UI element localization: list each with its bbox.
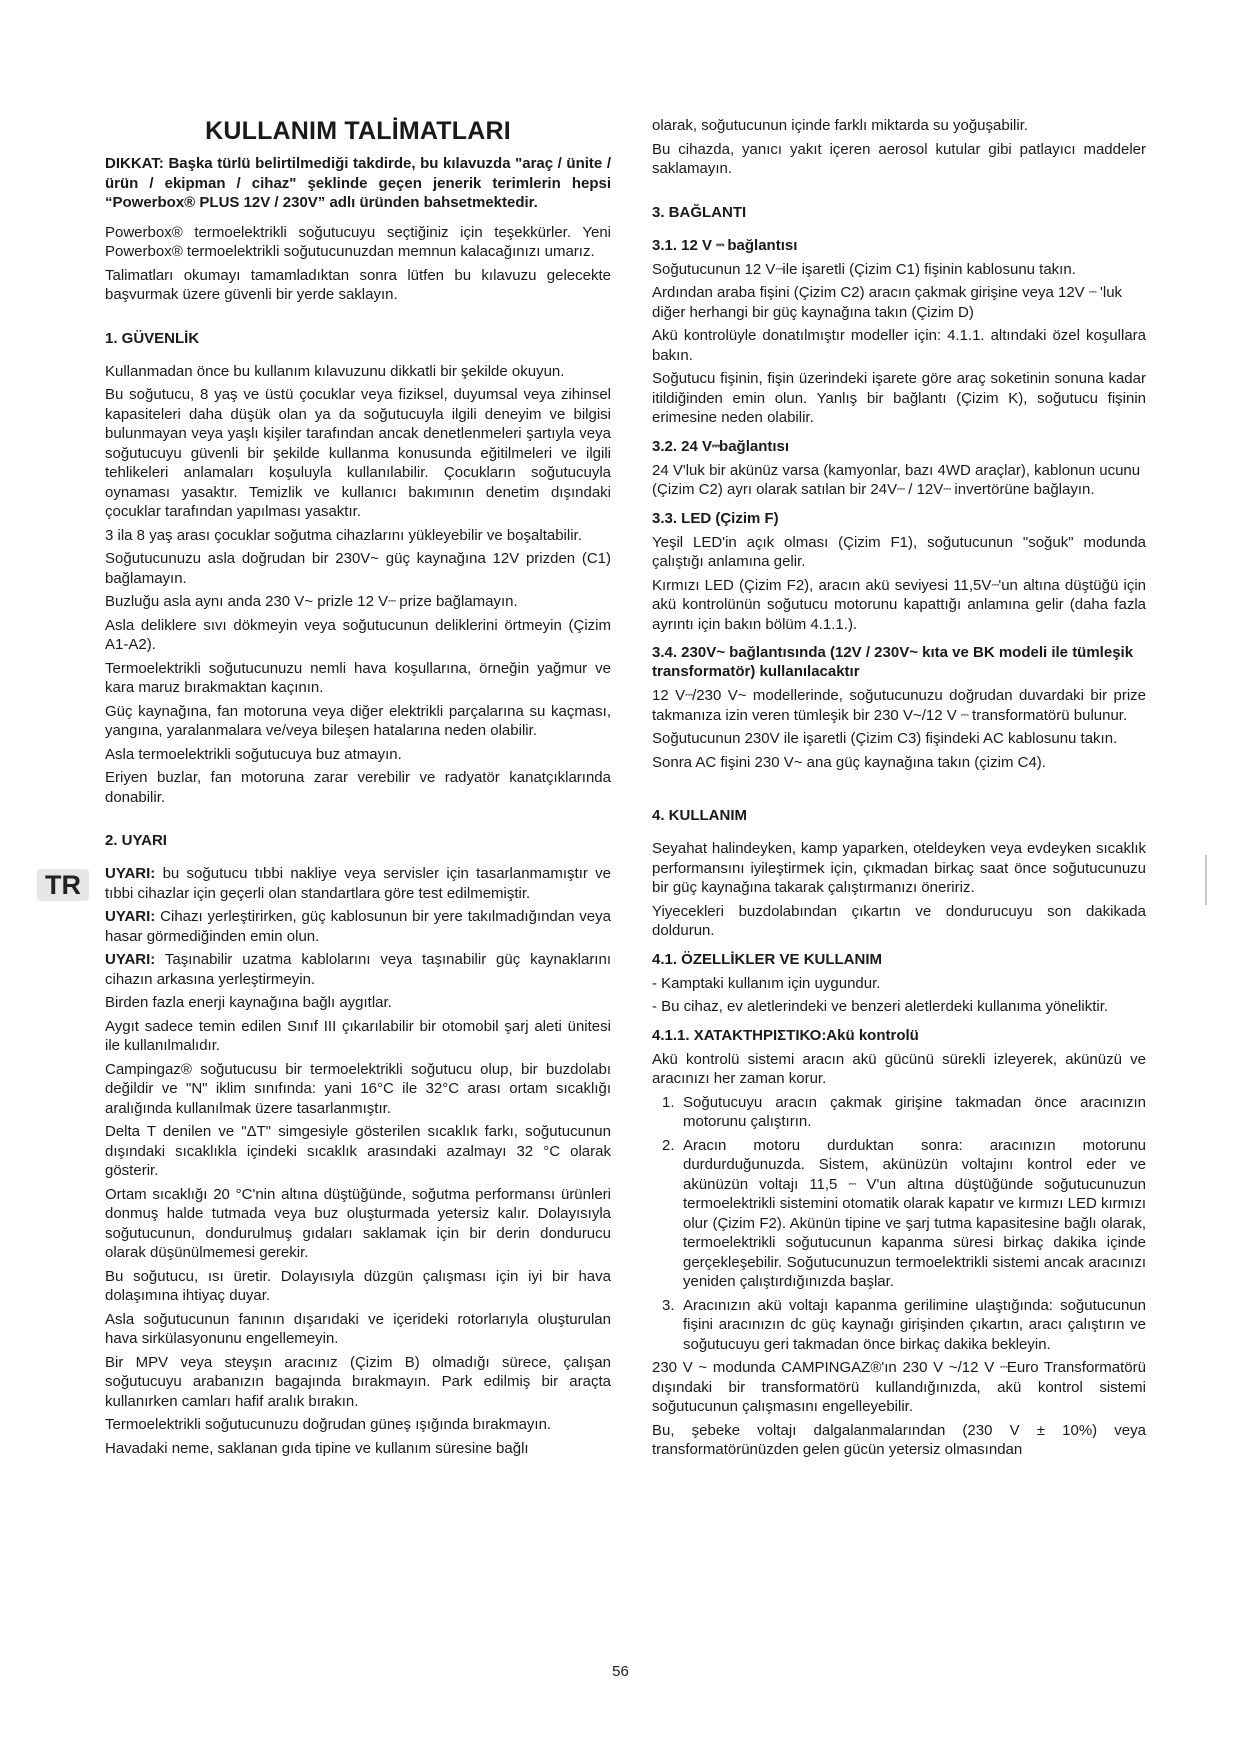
safety-paragraph: 3 ila 8 yaş arası çocuklar soğutma cihazlarını yükleyebilir ve boşaltabilir. bbox=[105, 526, 582, 544]
dc-symbol-icon: ⎓ bbox=[716, 239, 724, 251]
right-column bbox=[652, 116, 1146, 1464]
text-fragment: 3.1. 12 V bbox=[652, 236, 713, 254]
list-item bbox=[662, 1093, 1146, 1136]
text-fragment: 'luk diğer herhangi bir güç kaynağına takın (Çizim D) bbox=[652, 284, 1123, 321]
page-number: 56 bbox=[612, 1663, 629, 1680]
safety-paragraph: Termoelektrikli soğutucunuzu nemli hava koşullarına, örneğin yağmur ve kara maruz bırakmaktan kaçının. bbox=[105, 659, 611, 696]
list-item bbox=[662, 1296, 1146, 1359]
connection-paragraph: Soğutucu fişinin, fişin üzerindeki işarete göre araç soketinin sonuna kadar itildiğinden emin olun. Yanlış bir bağlantı (Çizim K), soğutucu fişinin erimesine neden olabilir. bbox=[652, 370, 1146, 426]
text-fragment: bağlantısı bbox=[723, 236, 798, 254]
text-fragment: bu soğutucu tıbbi nakliye veya servisler için tasarlanmamıştır ve tıbbi cihazlar için geçerli olan standartlara göre test edilmemiştir. bbox=[105, 865, 611, 902]
text-fragment: Kırmızı LED (Çizim F2), aracın akü seviyesi 11,5V bbox=[652, 576, 992, 594]
text-fragment: Buzluğu asla aynı anda 230 V~ prizle 12 V bbox=[105, 593, 389, 610]
warning-paragraph: Asla soğutucunun fanının dışarıdaki ve içerideki rotorlarıyla oluşturulan hava sirkülasyonunu engellemeyin. bbox=[105, 1310, 611, 1347]
connection-paragraph: Akü kontrolüyle donatılmıştır modeller için: 4.1.1. altındaki özel koşullara bakın. bbox=[652, 327, 1146, 364]
list-text bbox=[683, 1136, 1146, 1292]
section-heading-warning: 2. UYARI bbox=[105, 832, 167, 849]
text-fragment: ile işaretli (Çizim C1) fişinin kablosunu takın. bbox=[782, 260, 1076, 278]
page-edge-marker bbox=[1205, 855, 1207, 905]
text-fragment: Taşınabilir uzatma kablolarını veya taşınabilir güç kaynaklarını cihazın arkasına yerleştirmeyin. bbox=[105, 951, 611, 988]
warning-paragraph bbox=[105, 864, 611, 903]
transformer-paragraph bbox=[652, 686, 1146, 725]
text-fragment: 24 V'luk bir akünüz varsa (kamyonlar, bazı 4WD araçlar), kablonun ucunu (Çizim C2) ayrı olarak satılan bir 24V bbox=[652, 461, 1141, 498]
transformer-paragraph: Sonra AC fişini 230 V~ ana güç kaynağına takın (çizim C4). bbox=[652, 753, 1046, 771]
text-fragment: transformatörü bulunur. bbox=[967, 706, 1128, 724]
list-item: - Bu cihaz, ev aletlerindeki ve benzeri aletlerdeki kullanıma yöneliktir. bbox=[652, 998, 1109, 1015]
list-text: Soğutucuyu aracın çakmak girişine takmadan önce aracınızın motorunu çalıştırın. bbox=[683, 1093, 1146, 1130]
list-text: Aracınızın akü voltajı kapanma gerilimine ulaştığında: soğutucunun fişini aracınızın dc güç kaynağı girişinden çıkartın, aracı çalıştırın ve soğutucuyu geri takmadan önce birkaç dakika bekleyin. bbox=[683, 1296, 1146, 1353]
page-title: KULLANIM TALİMATLARI bbox=[205, 117, 511, 145]
dc-symbol-icon: ⎓ bbox=[960, 709, 968, 721]
text-fragment: invertörüne bağlayın. bbox=[950, 481, 1095, 498]
safety-paragraph bbox=[105, 592, 611, 612]
text-fragment: bağlantısı bbox=[719, 437, 790, 455]
list-item bbox=[662, 1136, 1146, 1296]
text-fragment: V'un altına düştüğünde soğutucunuzun termoelektrikli sistemini otomatik olarak kapatır ve kırmızı LED kırmızı olur (Çizim F2). Akünün tipine ve şarj tutma kapasitesine bağlı olarak, termoelektrikli soğutucunun kapanma süresi birkaç dakika içinde gerçekleşebilir. Soğutucunuzun termoelektrikli sistemi ancak aracınızı yeniden çalıştırdığınızda başlar. bbox=[683, 1175, 1146, 1290]
dc-symbol-icon: ⎓ bbox=[991, 579, 999, 591]
text-fragment: Aracın motoru durduktan sonra: aracınızın motorunu durdurduğunuzda. Sistem, akünüzün voltajını kontrol eder ve akünüzün voltajı 11,5 bbox=[683, 1136, 1146, 1193]
list-number: 3. bbox=[662, 1296, 675, 1314]
section-heading-usage: 4. KULLANIM bbox=[652, 807, 747, 824]
led-paragraph bbox=[652, 576, 1146, 635]
warning-label: UYARI: bbox=[105, 865, 156, 882]
safety-paragraph: Soğutucunuzu asla doğrudan bir 230V~ güç kaynağına 12V prizden (C1) bağlamayın. bbox=[105, 550, 611, 587]
text-fragment: /230 V~ modellerinde, soğutucunuzu doğrudan duvardaki bir prize takmanıza izin veren tümleşik bir 230 V~/12 V bbox=[652, 687, 1147, 724]
battery-paragraph: Akü kontrolü sistemi aracın akü gücünü sürekli izleyerek, akünüzü ve aracınızı her zaman korur. bbox=[652, 1050, 1146, 1087]
list-number: 1. bbox=[662, 1093, 675, 1111]
warning-paragraph: Bir MPV veya steyşın aracınız (Çizim B) olmadığı sürece, çalışan soğutucuyu arabanızın bagajında bırakmayın. Park edilmiş bir araçta kullanırken camları hafif aralık bırakın. bbox=[105, 1353, 611, 1410]
safety-paragraph: Kullanmadan önce bu kullanım kılavuzunu dikkatli bir şekilde okuyun. bbox=[105, 362, 565, 380]
text-fragment: Euro Transformatörü dışındaki bir transformatörü kullandığınızda, akü kontrol sistemi soğutucunun çalışmasını engelleyebilir. bbox=[652, 1359, 1146, 1415]
subsection-heading-24v bbox=[652, 437, 1146, 456]
dc-symbol-icon: ⎓ bbox=[712, 440, 720, 452]
dc-symbol-icon: ⎓ bbox=[999, 1362, 1007, 1373]
list-number: 2. bbox=[662, 1136, 675, 1154]
dc-symbol-icon: ⎓ bbox=[848, 1178, 856, 1190]
list-item: - Kamptaki kullanım için uygundur. bbox=[652, 974, 881, 992]
safety-paragraph: Asla termoelektrikli soğutucuya buz atmayın. bbox=[105, 745, 402, 763]
warning-paragraph: Havadaki neme, saklanan gıda tipine ve kullanım süresine bağlı bbox=[105, 1439, 529, 1457]
warning-paragraph: Aygıt sadece temin edilen Sınıf III çıkarılabilir bir otomobil şarj aleti ünitesi ile kullanılmalıdır. bbox=[105, 1017, 611, 1054]
text-fragment: 3.2. 24 V bbox=[652, 437, 713, 455]
usage-paragraph: Yiyecekleri buzdolabından çıkartın ve dondurucuyu son dakikada doldurun. bbox=[652, 902, 1146, 939]
warning-paragraph: Termoelektrikli soğutucunuzu doğrudan güneş ışığında bırakmayın. bbox=[105, 1416, 552, 1433]
subsection-heading-battery-control: 4.1.1. ΧΑΤΑΚΤΗΡΙΣΤΙΚΟ:Akü kontrolü bbox=[652, 1026, 919, 1044]
connection-paragraph bbox=[652, 260, 1146, 280]
text-fragment: / 12V bbox=[904, 481, 944, 498]
warning-paragraph: Ortam sıcaklığı 20 °C'nin altına düştüğünde, soğutma performansı ürünleri donmuş halde tutmada veya buz oluşturmada yetersiz kalır. Dolayısıyla soğutucunun, dondurulmuş gıdaları saklamak için bir derin dondurucu olarak düşünülmemesi gerekir. bbox=[105, 1185, 611, 1261]
text-fragment: 'un altına düştüğü için akü kontrolünün soğutucu motorunu kapattığı anlamına gelir (daha fazla ayrıntı için bakın bölüm 4.1.1.). bbox=[652, 576, 1146, 633]
left-column bbox=[105, 116, 611, 1462]
text-fragment: Soğutucunun 12 V bbox=[652, 260, 776, 278]
safety-paragraph: Bu soğutucu, 8 yaş ve üstü çocuklar veya fiziksel, duyumsal veya zihinsel kapasiteleri daha düşük olan ya da soğutucuyla ilgili deneyim ve bilgisi bulunmayan veya yaşlı kişiler tarafından ancak denetlenmeleri şartıyla veya soğutucuyu güvenli bir şekilde kullanma konusunda eğitilmeleri ve ilgili tehlikeleri anlamaları koşuluyla kullanılabilir. Çocukların soğutucuyla oynaması yasaktır. Temizlik ve kullanıcı bakımının denetim dışındaki çocuklar tarafından yapılması yasaktır. bbox=[105, 386, 611, 520]
text-fragment: 230 V ~ modunda CAMPINGAZ®'ın 230 V ~/12 V bbox=[652, 1359, 995, 1376]
subsection-heading-230v: 3.4. 230V~ bağlantısında (12V / 230V~ kıta ve BK modeli ile tümleşik transformatör) kullanılacaktır bbox=[652, 644, 1134, 680]
warning-paragraph: Bu cihazda, yanıcı yakıt içeren aerosol kutular gibi patlayıcı maddeler saklamayın. bbox=[652, 140, 1146, 177]
text-fragment: Ardından araba fişini (Çizim C2) aracın çakmak girişine veya 12V bbox=[652, 284, 1085, 301]
safety-paragraph: Asla deliklere sıvı dökmeyin veya soğutucunun deliklerini örtmeyin (Çizim A1-A2). bbox=[105, 616, 611, 653]
warning-paragraph: Bu soğutucu, ısı üretir. Dolayısıyla düzgün çalışması için iyi bir hava dolaşımına ihtiyaç duyar. bbox=[105, 1267, 611, 1304]
warning-paragraph bbox=[105, 950, 611, 989]
section-heading-safety: 1. GÜVENLİK bbox=[105, 329, 200, 347]
dc-symbol-icon: ⎓ bbox=[1088, 287, 1096, 298]
battery-paragraph bbox=[652, 1358, 1146, 1417]
safety-paragraph: Eriyen buzlar, fan motoruna zarar verebilir ve radyatör kanatçıklarında donabilir. bbox=[105, 769, 611, 806]
dc-symbol-icon: ⎓ bbox=[897, 484, 905, 495]
safety-paragraph: Güç kaynağına, fan motoruna veya diğer elektrikli parçalarına su kaçması, yangına, yaralanmalara ve/veya bileşen hatalarına neden olabilir. bbox=[105, 702, 611, 739]
text-fragment: prize bağlamayın. bbox=[395, 593, 518, 610]
subsection-heading-12v bbox=[652, 236, 1146, 255]
transformer-paragraph: Soğutucunun 230V ile işaretli (Çizim C3) fişindeki AC kablosunu takın. bbox=[652, 730, 1118, 747]
warning-label: UYARI: bbox=[105, 908, 156, 925]
connection-paragraph bbox=[652, 283, 1146, 322]
warning-paragraph: Birden fazla enerji kaynağına bağlı aygıtlar. bbox=[105, 994, 392, 1011]
subsection-heading-led: 3.3. LED (Çizim F) bbox=[652, 509, 779, 527]
text-fragment: 12 V bbox=[652, 687, 686, 704]
connection-paragraph bbox=[652, 461, 1146, 500]
warning-paragraph: Delta T denilen ve "ΔT" simgesiyle gösterilen sıcaklık farkı, soğutucunun dışındaki sıcaklıkla içindeki sıcaklık arasındaki azalmayı 32 °C olarak gösterir. bbox=[105, 1123, 611, 1179]
dc-symbol-icon: ⎓ bbox=[388, 596, 396, 607]
intro-paragraph: Talimatları okumayı tamamladıktan sonra lütfen bu kılavuzu gelecekte başvurmak üzere güvenli bir yerde saklayın. bbox=[105, 266, 611, 303]
warning-paragraph: Campingaz® soğutucusu bir termoelektrikli soğutucu olup, bir buzdolabı değildir ve "N" iklim sınıfında: yani 16°C ile 32°C arası ortam sıcaklığı aralığında kullanılmak üzere tasarlanmıştır. bbox=[105, 1060, 611, 1117]
text-fragment: Cihazı yerleştirirken, güç kablosunun bir yere takılmadığından veya hasar görmediğinden emin olun. bbox=[105, 908, 611, 945]
dc-symbol-icon: ⎓ bbox=[775, 263, 783, 275]
usage-paragraph: Seyahat halindeyken, kamp yaparken, oteldeyken veya evdeyken sıcaklık performansını iyileştirmek için, çıkmadan birkaç saat önce soğutucunuzu bir güç kaynağına takarak çalıştırmanızı öneririz. bbox=[652, 840, 1146, 896]
dc-symbol-icon: ⎓ bbox=[943, 484, 951, 495]
intro-paragraph: Powerbox® termoelektrikli soğutucuyu seçtiğiniz için teşekkürler. Yeni Powerbox® termoelektrikli soğutucunuzdan memnun kalacağınızı umarız. bbox=[105, 223, 611, 260]
battery-paragraph: Bu, şebeke voltajı dalgalanmalarından (230 V ± 10%) veya transformatörünüzden gelen gücün yetersiz olmasından bbox=[652, 1421, 1146, 1458]
warning-paragraph-continued: olarak, soğutucunun içinde farklı miktarda su yoğuşabilir. bbox=[652, 117, 1029, 134]
warning-label: UYARI: bbox=[105, 951, 156, 968]
section-heading-connection: 3. BAĞLANTI bbox=[652, 203, 747, 221]
dc-symbol-icon: ⎓ bbox=[685, 690, 693, 701]
language-badge: TR bbox=[37, 869, 89, 901]
warning-paragraph bbox=[105, 907, 611, 946]
intro-notice: DIKKAT: Başka türlü belirtilmediği takdirde, bu kılavuzda "araç / ünite / ürün / ekipman / cihaz" şeklinde geçen jenerik terimlerin hepsi “Powerbox® PLUS 12V / 230V” adlı üründen bahsetmektedir. bbox=[105, 155, 611, 211]
led-paragraph: Yeşil LED'in açık olması (Çizim F1), soğutucunun "soğuk" modunda çalıştığı anlamına gelir. bbox=[652, 533, 1146, 570]
subsection-heading-features: 4.1. ÖZELLİKLER VE KULLANIM bbox=[652, 950, 883, 968]
